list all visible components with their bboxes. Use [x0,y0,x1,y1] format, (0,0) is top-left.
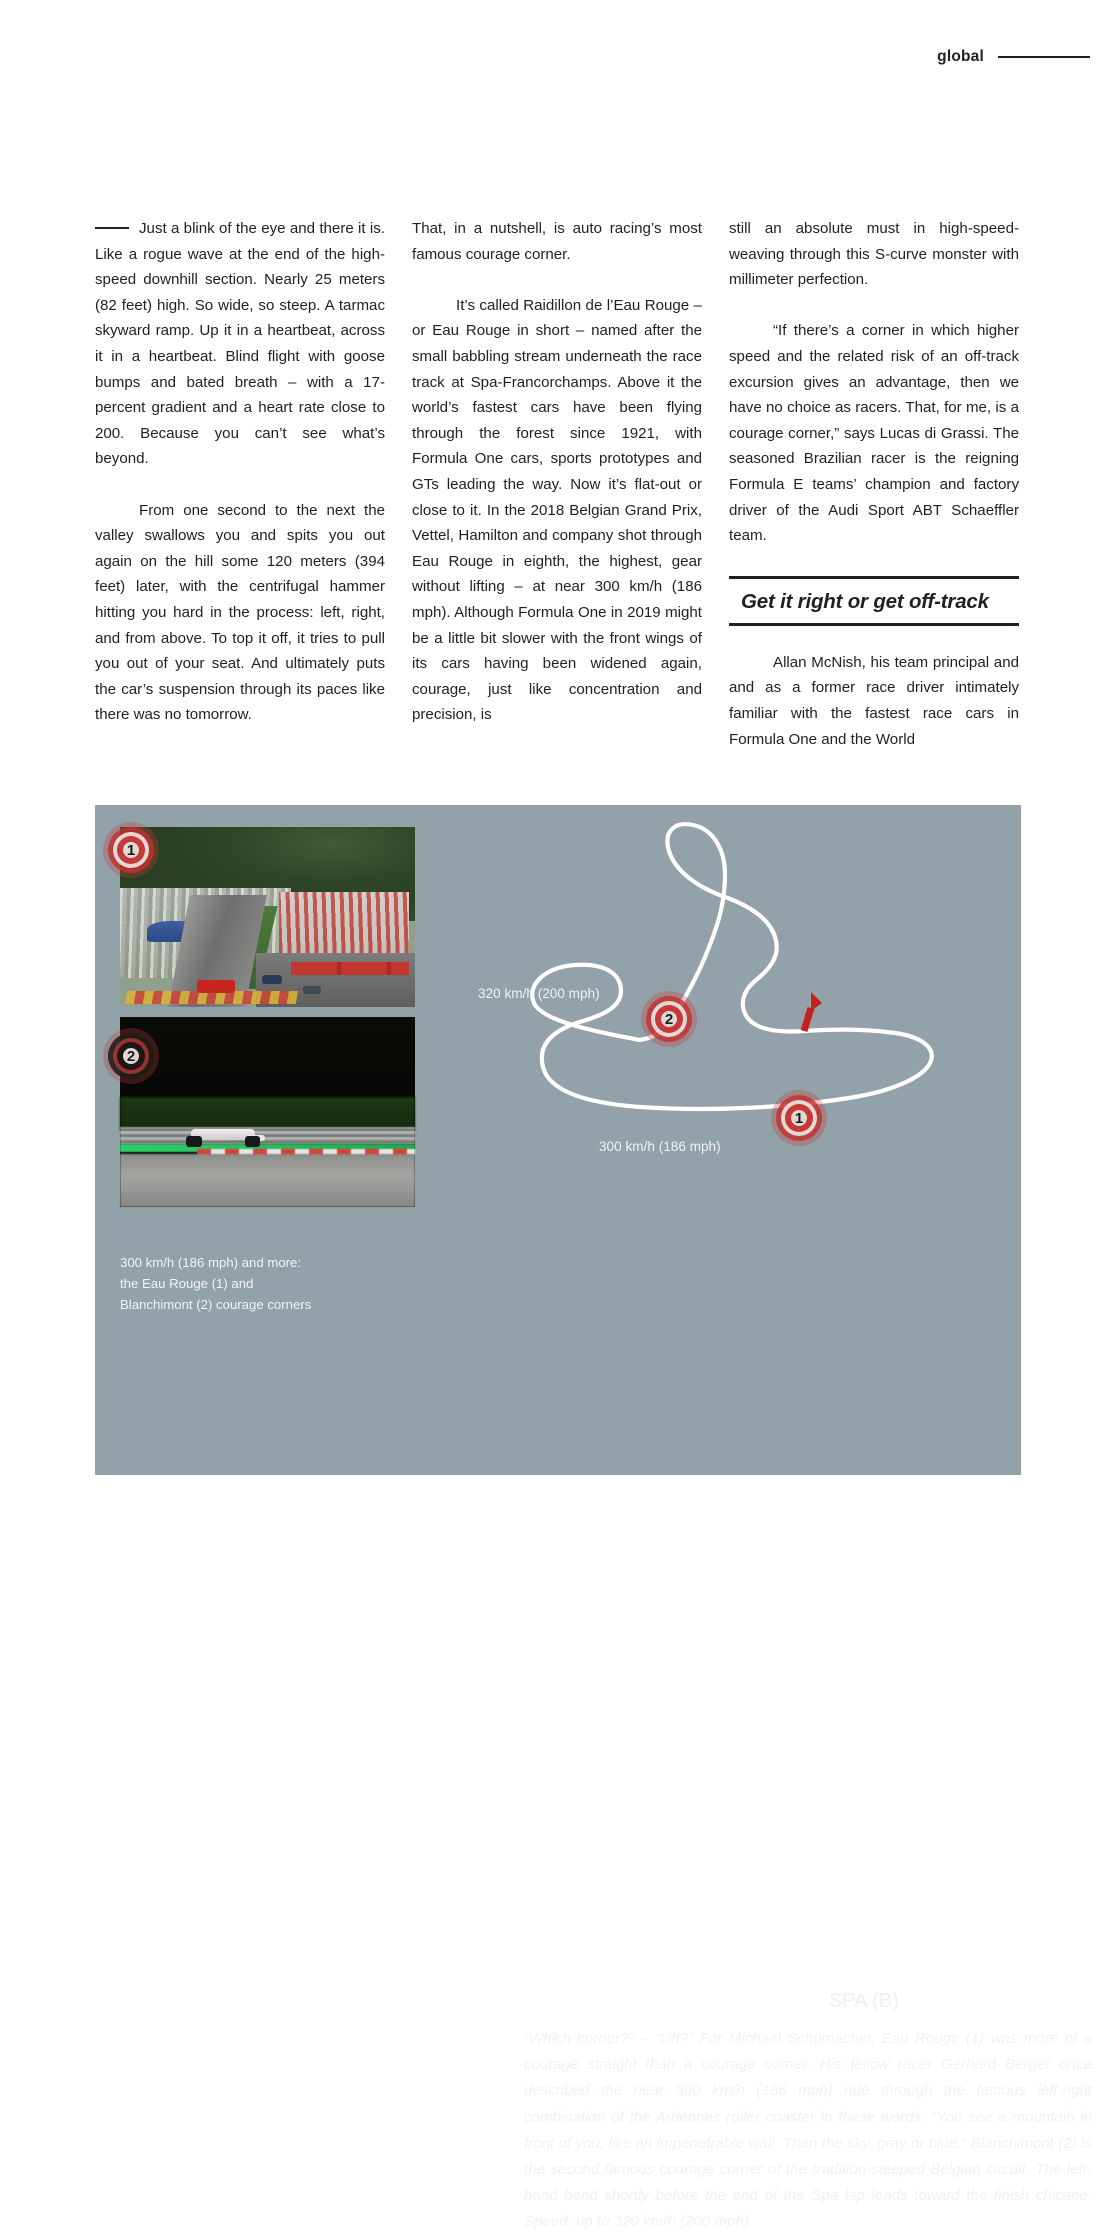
subheading-rule-bottom [729,623,1019,626]
start-flag-pole [804,1008,811,1031]
photo1-car-silver [303,986,321,994]
photo2-grass [120,1097,415,1131]
marker-track-2-number: 2 [661,1011,677,1027]
marker-track-1-number: 1 [791,1110,807,1126]
marker-track-eau-rouge [771,1090,827,1146]
photo2-tarmac [120,1154,415,1207]
speed-label-eau-rouge: 300 km/h (186 mph) [599,1139,721,1154]
paragraph-c3-p1: still an absolute must in high-speed-weaving through this S-curve monster with millimeter perfection. [729,220,1019,289]
photo-blanchimont-night [120,1017,415,1207]
photo1-kerb [125,991,298,1004]
lead-dash-icon [95,227,129,229]
paragraph-c3-p3: Allan McNish, his team principal and and as a former race driver intimately familiar with the fastest race cars in Formula One and the World [729,653,1019,748]
panel-caption-block [524,1990,1092,2236]
start-flag-icon [811,992,822,1011]
marker-photo-2-number: 2 [123,1048,139,1064]
marker-photo-1-number: 1 [123,842,139,858]
section-subheading [729,576,1019,626]
feature-panel [95,805,1092,2231]
subheading-text: Get it right or get off-track [741,589,989,613]
photo2-car-wheel-rear [245,1136,260,1147]
marker-photo-2 [103,1028,159,1084]
paragraph-c1-p1-text: Just a blink of the eye and there it is. Like a rogue wave at the end of the high-speed downhill section. Nearly 25 meters (82 feet) high. So wide, so steep. A tarmac skyward ramp. Up it in a heartbeat, across it in a heartbeat. Blind flight with goose bumps and bated breath – with a 17-percent gradient and a heart rate close to 200. Because you can’t see what’s beyond. [95,220,385,468]
photo2-armco-barrier [120,1127,415,1144]
photo1-trackside-banner [291,962,409,975]
column-1 [95,216,385,752]
marker-photo-1 [103,822,159,878]
speed-label-blanchimont: 320 km/h (200 mph) [478,986,600,1001]
paragraph-c1-p1 [95,216,385,472]
marker-track-blanchimont [641,991,697,1047]
photo2-formula-car [185,1125,262,1146]
column-2 [412,216,702,752]
panel-caption-title [524,1990,1092,2013]
photo1-car-red [197,980,235,993]
paragraph-c3-p2: “If there’s a corner in which higher speed and the related risk of an off-track excursion gives an advantage, then we have no choice as racers. That, for me, is a courage corner,” says Lucas di Grassi. The seasoned Brazilian racer is the reigning Formula E teams’ champion and factory driver of the Audi Sport ABT Schaeffler team. [729,322,1019,545]
photo1-car-blue [262,975,283,984]
photo-eau-rouge-aerial [120,827,415,1007]
paragraph-c2-p1: That, in a nutshell, is auto racing’s most famous courage corner. [412,220,702,263]
panel-caption-title-circuit: SPA (B) [828,1990,899,2012]
article-columns [95,216,1021,752]
running-head-rule [998,56,1090,58]
photo2-treeline [120,1017,415,1104]
panel-caption-body: “Which corner?” – “Lift?” For Michael Schumacher, Eau Rouge (1) was more of a courage straight than a courage corner. His fellow racer Gerhard Berger once described the near 300 km/h (186 mph) ride through the famous left-right combination of the Ardennes roller coaster in these words: “You see a mountain in front of you, like an impenetrable wall. Then the sky, gray or blue.” Blanchimont (2) is the second famous courage corner of the tradition-steeped Belgian circuit. The left-hand bend shortly before the end of the Spa lap leads toward the finish chicane. Speed: up to 320 km/h (200 mph). [524,2030,1092,2231]
paragraph-c1-p2: From one second to the next the valley swallows you and spits you out again on the hill some 120 meters (394 feet) later, with the centrifugal hammer hitting you hard in the process: left, right, and from above. To top it off, it tries to pull you out of your seat. And ultimately puts the car’s suspension through its paces like there was no tomorrow. [95,501,385,724]
panel-caption-title-corners: EAU ROUGE & BLANCHIMONT [524,1990,824,2012]
running-head-label: global [937,48,984,65]
column-3 [729,216,1019,752]
running-head [937,48,1090,66]
photo-caption: 300 km/h (186 mph) and more: the Eau Rouge (1) and Blanchimont (2) courage corners [120,1255,312,1312]
photo2-car-wheel-front [186,1136,201,1147]
track-outline [532,824,932,1109]
paragraph-c2-p2: It’s called Raidillon de l’Eau Rouge – or Eau Rouge in short – named after the small babbling stream underneath the race track at Spa-Francorchamps. Above it the world’s fastest cars have been flying through the forest since 1921, with Formula One cars, sports prototypes and GTs leading the way. Now it’s flat-out or close to it. In the 2018 Belgian Grand Prix, Vettel, Hamilton and company shot through Eau Rouge in eighth, the highest, gear without lifting – at near 300 km/h (186 mph). Although Formula One in 2019 might be a little bit slower with the front wings of its cars having been widened again, courage, just like concentration and precision, is [412,296,702,724]
